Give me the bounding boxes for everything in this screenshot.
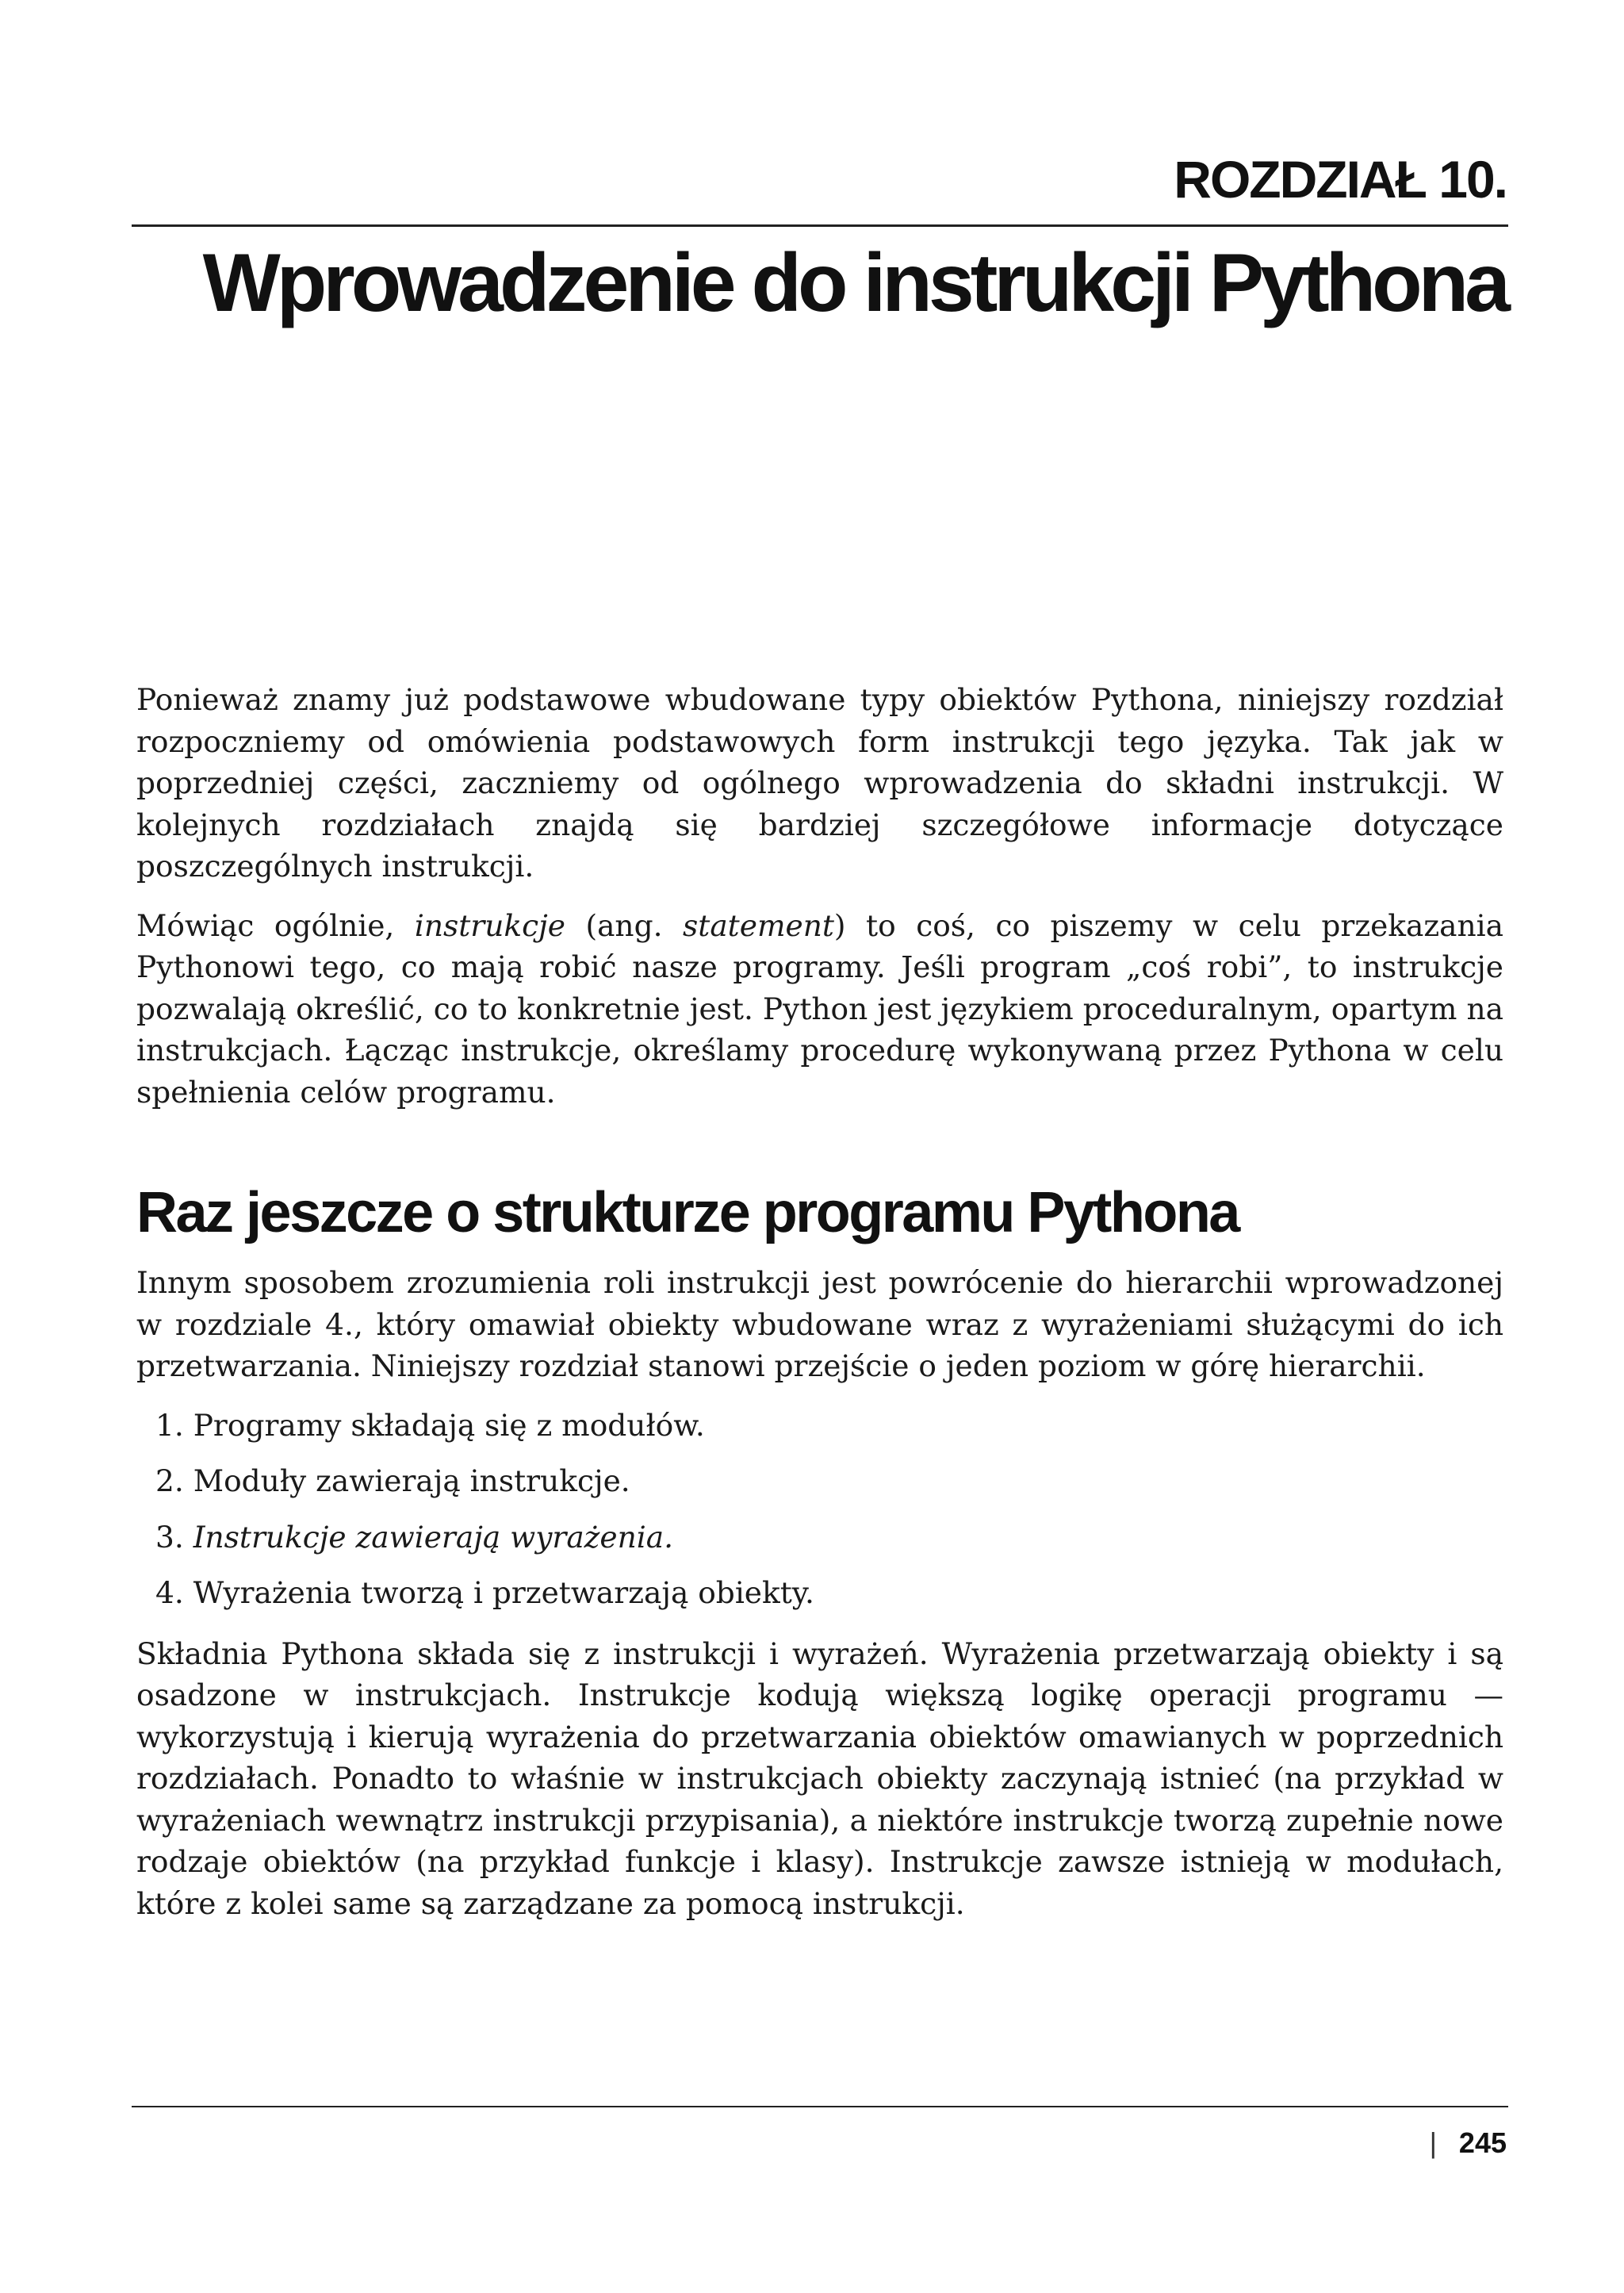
page-content — [136, 679, 1503, 1942]
section-paragraph-2: Składnia Pythona składa się z instrukcji i wyrażeń. Wyrażenia przetwarzają obiekty i są osadzone w instrukcjach. Instrukcje kodują większą logikę operacji programu — wykorzystują i kierują wyrażenia do przetwarzania obiektów omawianych w poprzednich rozdziałach. Ponadto to właśnie w instrukcjach obiekty zaczynają istnieć (na przykład w wyrażeniach wewnątrz instrukcji przypisania), a niektóre instrukcje tworzą zupełnie nowe rodzaje obiektów (na przykład funkcje i klasy). Instrukcje zawsze istnieją w modułach, które z kolei same są zarządzane za pomocą instrukcji. — [136, 1635, 1503, 1921]
term-instrukcje: instrukcje — [414, 907, 565, 943]
section-paragraph-1: Innym sposobem zrozumienia roli instrukcji jest powrócenie do hierarchii wprowadzonej w rozdziale 4., który omawiał obiekty wbudowane wraz z wyrażeniami służącymi do ich przetwarzania. Niniejszy rozdział stanowi przejście o jeden poziom w górę hierarchii. — [136, 1265, 1503, 1383]
list-number: 4. — [155, 1575, 184, 1610]
page-footer — [1430, 2126, 1507, 2160]
list-text: Moduły zawierają instrukcje. — [193, 1463, 630, 1498]
list-number: 1. — [155, 1407, 184, 1443]
intro-p2-start: Mówiąc ogólnie, — [136, 907, 415, 943]
intro-paragraph-1: Ponieważ znamy już podstawowe wbudowane typy obiektów Pythona, niniejszy rozdział rozpoczniemy od omówienia podstawowych form instrukcji tego języka. Tak jak w poprzedniej części, zaczniemy od ogólnego wprowadzenia do składni instrukcji. W kolejnych rozdziałach znajdą się bardziej szczegółowe informacje dotyczące poszczególnych instrukcji. — [136, 682, 1503, 884]
page-number: 245 — [1458, 2126, 1507, 2159]
list-text: Wyrażenia tworzą i przetwarzają obiekty. — [193, 1575, 814, 1610]
header-rule — [132, 224, 1508, 227]
list-item — [155, 1405, 1503, 1447]
list-item — [155, 1460, 1503, 1502]
footer-rule — [132, 2106, 1508, 2107]
list-text: Programy składają się z modułów. — [193, 1407, 705, 1443]
footer-separator: | — [1429, 2126, 1437, 2159]
list-number: 2. — [155, 1463, 184, 1498]
list-item — [155, 1517, 1503, 1559]
term-statement: statement — [683, 907, 834, 943]
hierarchy-list — [136, 1405, 1503, 1614]
list-number: 3. — [155, 1519, 184, 1555]
list-text: Instrukcje zawierają wyrażenia. — [193, 1519, 674, 1555]
chapter-label: ROZDZIAŁ 10. — [1174, 150, 1507, 209]
section-title: Raz jeszcze o strukturze programu Pythona — [136, 1181, 1239, 1244]
list-item — [155, 1572, 1503, 1614]
intro-p2-end: ) to coś, co piszemy w celu przekazania Pythonowi tego, co mają robić nasze programy. Jeśli program „coś robi”, to instrukcje pozwalają określić, co to konkretnie jest. Python jest językiem proceduralnym, opartym na instrukcjach. Łącząc instrukcje, określamy procedurę wykonywaną przez Pythona w celu spełnienia celów programu. — [136, 907, 1503, 1110]
chapter-title: Wprowadzenie do instrukcji Pythona — [202, 237, 1507, 329]
intro-p2-mid: (ang. — [565, 907, 684, 943]
intro-paragraph-2 — [136, 905, 1503, 1114]
